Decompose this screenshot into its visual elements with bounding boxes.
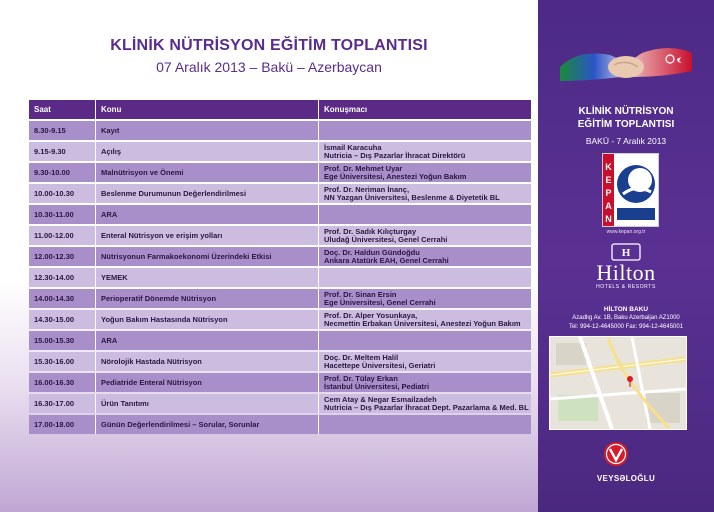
topic-cell: Nütrisyonun Farmakoekonomi Üzerindeki Etkisi: [96, 247, 319, 266]
time-cell: 14.00-14.30: [29, 289, 96, 308]
sponsor-name: VEYSƏLOĞLU: [596, 474, 656, 483]
column-header-topic: Konu: [96, 100, 319, 119]
speaker-affiliation: Hacettepe Üniversitesi, Geriatri: [324, 360, 436, 370]
table-row: [29, 331, 531, 350]
hilton-tagline: HOTELS & RESORTS: [596, 284, 656, 290]
speaker-affiliation: Uludağ Üniversitesi, Genel Cerrahi: [324, 234, 448, 244]
table-row: [29, 373, 531, 392]
speaker-name: Prof. Dr. Sadık Kılıçturgay: [324, 226, 417, 236]
time-cell: 12.30-14.00: [29, 268, 96, 287]
hotel-phone: Tel: 994-12-4645000 Fax: 994-12-4645001: [568, 324, 684, 330]
page-title: KLİNİK NÜTRİSYON EĞİTİM TOPLANTISI: [110, 37, 428, 54]
page-subtitle: 07 Aralık 2013 – Bakü – Azerbaycan: [156, 59, 382, 75]
time-cell: 15.30-16.00: [29, 352, 96, 371]
table-row: [29, 268, 531, 287]
time-cell: 14.30-15.00: [29, 310, 96, 329]
table-row: [29, 121, 531, 140]
column-header-time: Saat: [29, 100, 96, 119]
time-cell: 12.00-12.30: [29, 247, 96, 266]
hilton-brand-name: Hilton: [596, 260, 656, 285]
svg-text:E: E: [605, 175, 612, 185]
speaker-affiliation: Ankara Atatürk EAH, Genel Cerrahi: [324, 255, 449, 265]
table-row: [29, 205, 531, 224]
speaker-name: Doç. Dr. Meltem Halil: [324, 352, 399, 362]
speaker-affiliation: Necmettin Erbakan Üniversitesi, Anestezi Yoğun Bakım: [324, 318, 521, 328]
sidebar-title-line2: EĞİTİM TOPLANTISI: [577, 119, 675, 130]
sidebar-title-line1: KLİNİK NÜTRİSYON: [578, 106, 674, 117]
speaker-affiliation: Ege Üniversitesi, Genel Cerrahi: [324, 297, 436, 307]
speaker-name: Prof. Dr. Tülay Erkan: [324, 373, 398, 383]
speaker-cell: [319, 310, 531, 329]
speaker-cell: [319, 226, 531, 245]
topic-cell: Açılış: [96, 142, 319, 161]
table-row: [29, 163, 531, 182]
speaker-name: Doç. Dr. Haldun Gündoğdu: [324, 247, 420, 257]
topic-cell: Perioperatif Dönemde Nütrisyon: [96, 289, 319, 308]
time-cell: 15.00-15.30: [29, 331, 96, 350]
time-cell: 9.15-9.30: [29, 142, 96, 161]
speaker-cell: [319, 142, 531, 161]
time-cell: 11.00-12.00: [29, 226, 96, 245]
speaker-cell: [319, 205, 531, 224]
schedule-table: [29, 98, 531, 436]
hilton-logo-icon: [611, 243, 641, 261]
table-row: [29, 289, 531, 308]
topic-cell: Kayıt: [96, 121, 319, 140]
speaker-affiliation: Nutricia – Dış Pazarlar İhracat Direktörü: [324, 150, 466, 160]
topic-cell: Ürün Tanıtımı: [96, 394, 319, 413]
time-cell: 17.00-18.00: [29, 415, 96, 434]
table-row: [29, 184, 531, 203]
speaker-cell: [319, 184, 531, 203]
table-row: [29, 226, 531, 245]
topic-cell: ARA: [96, 205, 319, 224]
speaker-name: Prof. Dr. Sinan Ersin: [324, 289, 397, 299]
schedule-header-row: [29, 100, 531, 119]
topic-cell: Yoğun Bakım Hastasında Nütrisyon: [96, 310, 319, 329]
table-row: [29, 247, 531, 266]
handshake-flags-image: [558, 37, 694, 89]
svg-text:P: P: [605, 188, 612, 198]
speaker-cell: [319, 331, 531, 350]
time-cell: 10.30-11.00: [29, 205, 96, 224]
svg-text:N: N: [605, 214, 612, 224]
time-cell: 16.00-16.30: [29, 373, 96, 392]
topic-cell: Beslenme Durumunun Değerlendirilmesi: [96, 184, 319, 203]
table-row: [29, 394, 531, 413]
sidebar-panel: [538, 0, 714, 512]
topic-cell: Günün Değerlendirilmesi – Sorular, Sorunlar: [96, 415, 319, 434]
speaker-cell: [319, 289, 531, 308]
speaker-cell: [319, 163, 531, 182]
time-cell: 16.30-17.00: [29, 394, 96, 413]
topic-cell: YEMEK: [96, 268, 319, 287]
speaker-name: Cem Atay & Negar Esmailzadeh: [324, 394, 437, 404]
speaker-affiliation: Ege Üniversitesi, Anestezi Yoğun Bakım: [324, 171, 467, 181]
topic-cell: Nörolojik Hastada Nütrisyon: [96, 352, 319, 371]
table-row: [29, 142, 531, 161]
svg-text:K: K: [605, 162, 612, 172]
time-cell: 10.00-10.30: [29, 184, 96, 203]
svg-text:H: H: [621, 247, 631, 259]
sidebar-date: BAKÜ - 7 Aralık 2013: [585, 136, 667, 146]
column-header-speaker: Konuşmacı: [319, 100, 531, 119]
hotel-name: HİLTON BAKU: [603, 306, 649, 313]
topic-cell: Malnütrisyon ve Önemi: [96, 163, 319, 182]
location-map-image: [549, 336, 687, 430]
topic-cell: Pediatride Enteral Nütrisyon: [96, 373, 319, 392]
time-cell: 8.30-9.15: [29, 121, 96, 140]
hotel-address: Azadlıg Av. 1B, Baku Azerbaijan AZ1000: [572, 315, 680, 321]
speaker-name: Prof. Dr. Neriman İnanç,: [324, 184, 410, 194]
kepan-logo-icon: [602, 153, 659, 227]
table-row: [29, 415, 531, 434]
table-row: [29, 352, 531, 371]
speaker-cell: [319, 415, 531, 434]
kepan-url: www.kepan.org.tr: [606, 229, 646, 235]
speaker-affiliation: İstanbul Üniversitesi, Pediatri: [324, 381, 430, 391]
time-cell: 9.30-10.00: [29, 163, 96, 182]
speaker-affiliation: NN Yazgan Üniversitesi, Beslenme & Diyetetik BL: [324, 192, 500, 202]
speaker-name: Prof. Dr. Mehmet Uyar: [324, 163, 403, 173]
speaker-affiliation: Nutricia – Dış Pazarlar İhracat Dept. Pazarlama & Med. BL: [324, 402, 529, 412]
sidebar-title: [538, 105, 714, 131]
veyseloglu-logo-icon: [603, 441, 629, 467]
topic-cell: ARA: [96, 331, 319, 350]
speaker-cell: [319, 121, 531, 140]
speaker-cell: [319, 268, 531, 287]
speaker-name: İsmail Karacuha: [324, 142, 382, 152]
topic-cell: Enteral Nütrisyon ve erişim yolları: [96, 226, 319, 245]
speaker-cell: [319, 394, 531, 413]
speaker-cell: [319, 352, 531, 371]
table-row: [29, 310, 531, 329]
speaker-cell: [319, 247, 531, 266]
svg-text:A: A: [605, 201, 612, 211]
speaker-name: Prof. Dr. Alper Yosunkaya,: [324, 310, 418, 320]
speaker-cell: [319, 373, 531, 392]
